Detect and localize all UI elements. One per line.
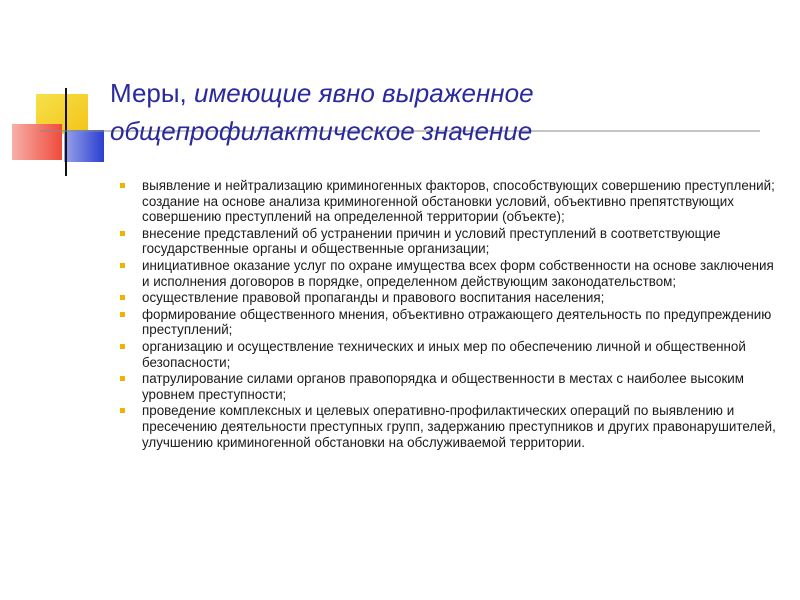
list-item	[120, 403, 780, 450]
bullet-icon	[120, 183, 125, 188]
item-text: инициативное оказание услуг по охране имущества всех форм собственности на основе заключения и исполнения договоров в порядке, определенном действующим законодательством;	[142, 257, 774, 289]
bullet-icon	[120, 376, 125, 381]
red-square	[12, 124, 62, 160]
slide-title	[110, 74, 750, 150]
item-text: выявление и нейтрализацию криминогенных факторов, способствующих совершению преступлений; создание на основе анализа криминогенной обстановки условий, объективно препятствующих совершению преступлений на определенной территории (объекте);	[142, 178, 775, 225]
list-item	[120, 258, 780, 289]
bullet-icon	[120, 263, 125, 268]
list-item	[120, 290, 780, 306]
bullet-icon	[120, 408, 125, 413]
item-text: организацию и осуществление технических и иных мер по обеспечению личной и общественной безопасности;	[142, 338, 746, 370]
list-item	[120, 371, 780, 402]
list-item	[120, 307, 780, 338]
title-italic: имеющие явно выраженное общепрофилактическое значение	[110, 78, 534, 146]
item-text: осуществление правовой пропаганды и правового воспитания населения;	[142, 290, 605, 306]
list-item	[120, 178, 780, 225]
bullet-icon	[120, 312, 125, 317]
list-item	[120, 339, 780, 370]
item-text: внесение представлений об устранении причин и условий преступлений в соответствующие государственные органы и общественные организации;	[142, 225, 721, 257]
bullet-icon	[120, 231, 125, 236]
list-item	[120, 226, 780, 257]
item-text: проведение комплексных и целевых оперативно-профилактических операций по выявлению и пресечению деятельности преступных групп, задержанию преступников и других правонарушителей, улучшению криминогенной обстановки на обслуживаемой территории.	[142, 403, 776, 450]
item-text: формирование общественного мнения, объективно отражающего деятельность по предупреждению преступлений;	[142, 306, 772, 338]
item-text: патрулирование силами органов правопорядка и общественности в местах с наиболее высоким уровнем преступности;	[142, 371, 744, 402]
bullet-icon	[120, 295, 125, 300]
title-plain: Меры,	[110, 78, 195, 108]
blue-square	[64, 130, 104, 162]
bullet-icon	[120, 344, 125, 349]
measures-list	[120, 178, 780, 451]
